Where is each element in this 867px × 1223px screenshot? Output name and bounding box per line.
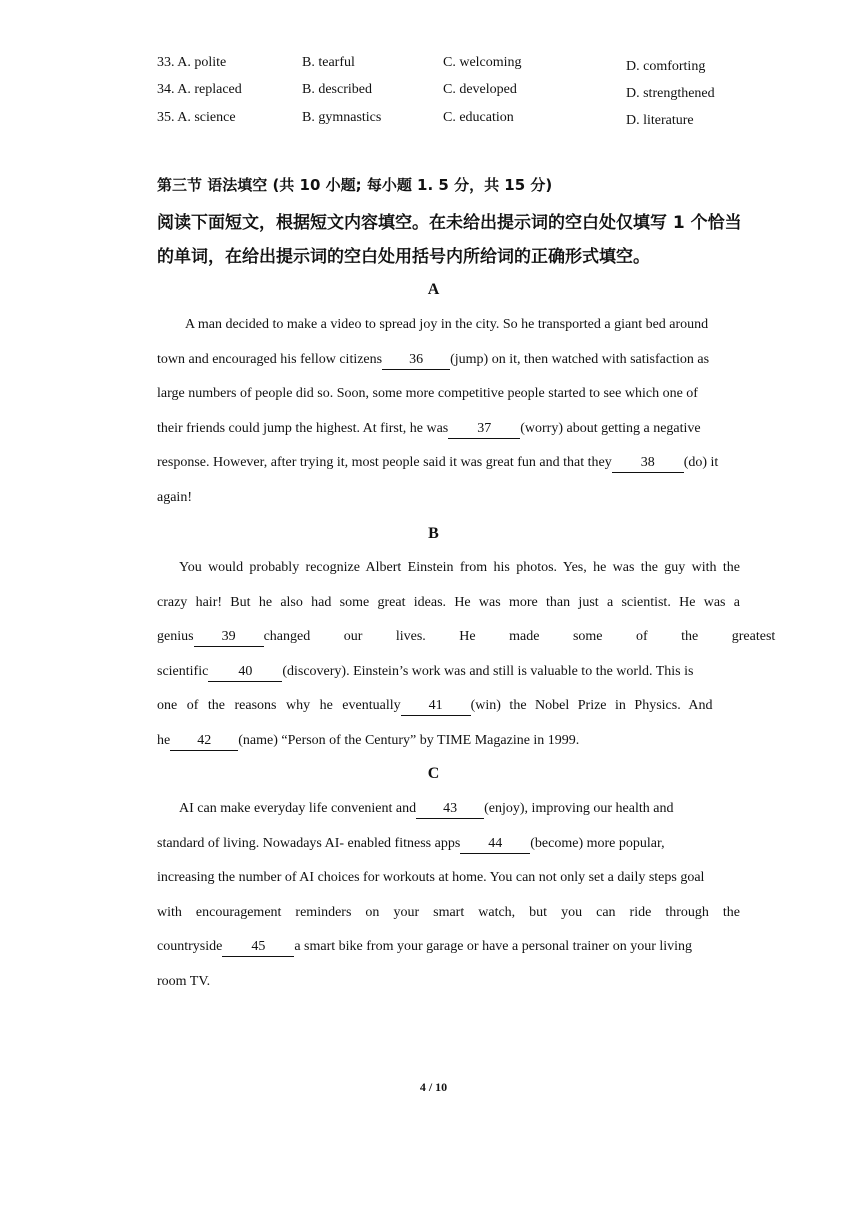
passage-line: again! <box>157 489 192 505</box>
question-number: 35. <box>157 110 175 125</box>
passage-c-heading: C <box>427 765 440 782</box>
passage-line: AI can make everyday life convenient and 43 (enjoy), improving our health and <box>157 792 740 827</box>
passage-line: A man decided to make a video to spread joy in the city. So he transported a giant bed around <box>185 317 709 332</box>
passage-a-heading: A <box>427 281 440 298</box>
answer-blank-41[interactable]: 41 <box>401 697 471 716</box>
passage-line: town and encouraged his fellow citizens 36 (jump) on it, then watched with satisfaction as <box>157 343 740 378</box>
passage-line: with encouragement reminders on your smart watch, but you can ride through the <box>157 904 740 920</box>
answer-blank-40[interactable]: 40 <box>208 663 282 682</box>
passage-line: countryside 45 a smart bike from your garage or have a personal trainer on your living <box>157 930 740 965</box>
question-number: 33. <box>157 55 175 70</box>
passage-b-heading: B <box>428 525 439 542</box>
passage-line: he 42 (name) “Person of the Century” by TIME Magazine in 1999. <box>157 724 740 759</box>
section-title: 第三节 语法填空 (共 10 小题; 每小题 1. 5 分，共 15 分) <box>157 176 553 194</box>
passage-b <box>157 551 776 758</box>
question-number: 34. <box>157 82 175 97</box>
answer-blank-43[interactable]: 43 <box>416 800 484 819</box>
answer-blank-38[interactable]: 38 <box>612 454 684 473</box>
answer-blank-36[interactable]: 36 <box>382 351 450 370</box>
answer-blank-39[interactable]: 39 <box>194 628 264 647</box>
section-instructions <box>157 206 742 274</box>
passage-line: scientific 40 (discovery). Einstein’s work was and still is valuable to the world. This is <box>157 655 740 690</box>
instruction-line: 的单词，在给出提示词的空白处用括号内所给词的正确形式填空。 <box>157 247 650 267</box>
option-b: B. tearful <box>302 55 355 70</box>
passage-a <box>157 308 740 515</box>
passage-line: room TV. <box>157 973 211 989</box>
passage-line: large numbers of people did so. Soon, some more competitive people started to see which one of <box>157 386 698 401</box>
option-row-35 <box>0 110 867 136</box>
passage-line: their friends could jump the highest. At first, he was 37 (worry) about getting a negative <box>157 412 740 447</box>
passage-line: crazy hair! But he also had some great ideas. He was more than just a scientist. He was a <box>157 594 740 610</box>
passage-line: standard of living. Nowadays AI- enabled fitness apps 44 (become) more popular, <box>157 827 740 862</box>
option-c: C. welcoming <box>443 55 522 70</box>
option-c: C. education <box>443 110 514 125</box>
option-d: D. comforting <box>626 59 706 74</box>
answer-blank-45[interactable]: 45 <box>222 938 294 957</box>
option-d: D. strengthened <box>626 86 715 101</box>
option-a: A. science <box>177 110 236 125</box>
option-b: B. gymnastics <box>302 110 382 125</box>
passage-line: one of the reasons why he eventually 41 (win) the Nobel Prize in Physics. And <box>157 689 740 724</box>
answer-blank-42[interactable]: 42 <box>170 732 238 751</box>
instruction-line: 阅读下面短文，根据短文内容填空。在未给出提示词的空白处仅填写 1 个恰当 <box>157 213 742 233</box>
passage-line: You would probably recognize Albert Einstein from his photos. Yes, he was the guy with the <box>179 560 740 575</box>
option-a: A. replaced <box>177 82 242 97</box>
passage-line: response. However, after trying it, most people said it was great fun and that they 38 (do) it <box>157 446 740 481</box>
answer-blank-37[interactable]: 37 <box>448 420 520 439</box>
passage-line: increasing the number of AI choices for workouts at home. You can not only set a daily steps goal <box>157 870 705 885</box>
page-number: 4 / 10 <box>419 1080 448 1094</box>
option-d: D. literature <box>626 113 694 128</box>
option-row-33 <box>0 55 867 81</box>
option-a: A. polite <box>177 55 227 70</box>
option-row-34 <box>0 82 867 108</box>
passage-line: genius 39 changed our lives. He made some of the greatest <box>157 620 740 655</box>
answer-blank-44[interactable]: 44 <box>460 835 530 854</box>
option-b: B. described <box>302 82 372 97</box>
option-c: C. developed <box>443 82 517 97</box>
passage-c <box>157 792 740 999</box>
